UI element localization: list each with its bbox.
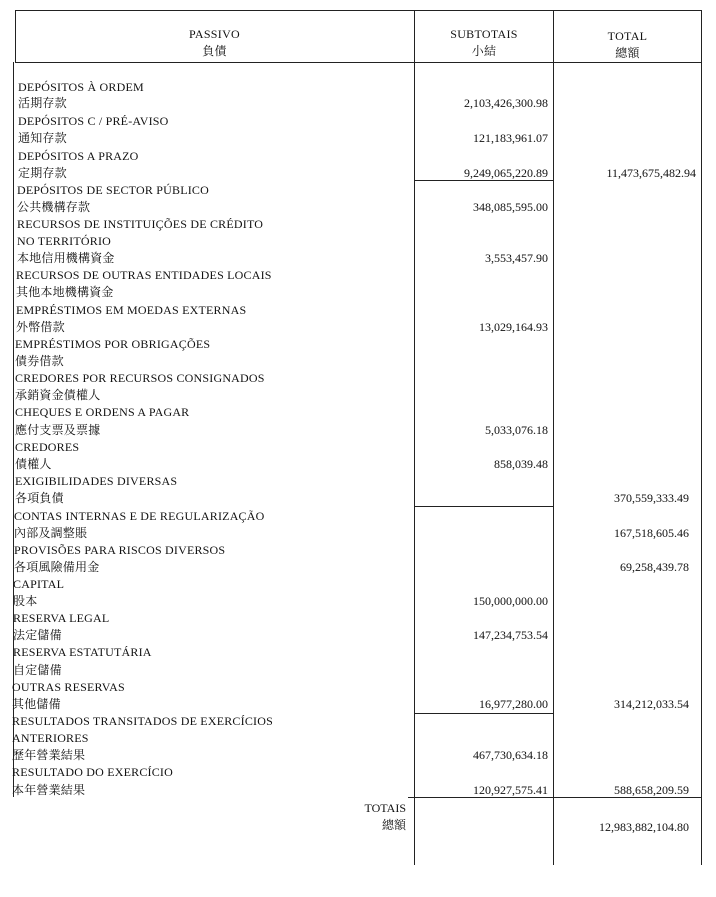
header-subtotais xyxy=(414,26,554,60)
row-subtotal: 467,730,634.18 xyxy=(473,748,548,762)
row-label: RECURSOS DE INSTITUIÇÕES DE CRÉDITO xyxy=(17,217,264,231)
header-bottom-border xyxy=(15,62,702,63)
row-label-zh: 其他本地機構資金 xyxy=(16,285,114,299)
row-label: EMPRÉSTIMOS EM MOEDAS EXTERNAS xyxy=(16,303,247,317)
row-label: CREDORES xyxy=(15,440,80,454)
header-total-label: TOTAL xyxy=(607,29,648,43)
row-label-zh: 各項負債 xyxy=(15,491,64,505)
header-passivo xyxy=(15,26,414,60)
header-passivo-label: PASSIVO xyxy=(188,27,240,41)
row-label: DEPÓSITOS DE SECTOR PÚBLICO xyxy=(17,183,209,197)
row-subtotal: 5,033,076.18 xyxy=(485,423,548,437)
row-label: CHEQUES E ORDENS A PAGAR xyxy=(15,405,190,419)
subtotal-section-rule xyxy=(414,180,554,181)
row-label-zh: 股本 xyxy=(13,594,38,608)
row-label-zh: 本地信用機構資金 xyxy=(17,251,115,265)
totals-rule xyxy=(408,797,702,798)
row-label-continued: NO TERRITÓRIO xyxy=(17,234,112,248)
table-top-border xyxy=(15,10,702,11)
row-subtotal: 3,553,457.90 xyxy=(485,251,548,265)
row-label: DEPÓSITOS A PRAZO xyxy=(18,149,139,163)
row-label: EMPRÉSTIMOS POR OBRIGAÇÕES xyxy=(15,337,211,351)
row-label-zh: 內部及調整賬 xyxy=(14,526,88,540)
table-right-border xyxy=(701,10,702,865)
row-label-zh: 歷年營業結果 xyxy=(12,748,86,762)
row-label: RECURSOS DE OUTRAS ENTIDADES LOCAIS xyxy=(16,268,272,282)
header-subtotais-label-zh: 小結 xyxy=(471,44,497,58)
row-total: 167,518,605.46 xyxy=(614,526,689,540)
row-subtotal: 2,103,426,300.98 xyxy=(464,96,548,110)
row-label: CONTAS INTERNAS E DE REGULARIZAÇÃO xyxy=(14,509,265,523)
row-label: CAPITAL xyxy=(13,577,65,591)
header-total xyxy=(554,28,701,62)
row-subtotal: 120,927,575.41 xyxy=(473,783,548,797)
header-total-label-zh: 總額 xyxy=(615,46,640,60)
row-subtotal: 348,085,595.00 xyxy=(473,200,548,214)
grand-total-value: 12,983,882,104.80 xyxy=(599,820,689,834)
row-label: EXIGIBILIDADES DIVERSAS xyxy=(15,474,178,488)
row-total: 314,212,033.54 xyxy=(614,697,689,711)
row-label: RESERVA ESTATUTÁRIA xyxy=(13,645,152,659)
row-label-zh: 定期存款 xyxy=(18,166,67,180)
row-label-zh: 通知存款 xyxy=(18,131,67,145)
row-subtotal: 858,039.48 xyxy=(494,457,548,471)
row-subtotal: 150,000,000.00 xyxy=(473,594,548,608)
subtotal-section-rule xyxy=(414,713,554,714)
row-subtotal: 121,183,961.07 xyxy=(473,131,548,145)
row-label-continued: ANTERIORES xyxy=(12,731,89,745)
row-label-zh: 本年營業結果 xyxy=(12,783,86,797)
header-passivo-label-zh: 負債 xyxy=(202,44,227,58)
row-label: CREDORES POR RECURSOS CONSIGNADOS xyxy=(15,371,265,385)
row-label: DEPÓSITOS À ORDEM xyxy=(18,80,144,94)
row-total: 69,258,439.78 xyxy=(620,560,689,574)
subtotal-left-rule xyxy=(414,10,415,865)
row-label: DEPÓSITOS C / PRÉ-AVISO xyxy=(18,114,169,128)
row-label-zh: 其他儲備 xyxy=(12,697,61,711)
row-label-zh: 債權人 xyxy=(15,457,52,471)
row-label-zh: 外幣借款 xyxy=(16,320,65,334)
row-label-zh: 債券借款 xyxy=(15,354,64,368)
row-label-zh: 承銷資金債權人 xyxy=(15,388,101,402)
row-label-zh: 應付支票及票據 xyxy=(15,423,101,437)
row-label: RESULTADO DO EXERCÍCIO xyxy=(12,765,173,779)
row-label: RESERVA LEGAL xyxy=(13,611,110,625)
row-label-zh: 活期存款 xyxy=(18,96,67,110)
row-subtotal: 9,249,065,220.89 xyxy=(464,166,548,180)
row-subtotal: 16,977,280.00 xyxy=(479,697,548,711)
row-total: 11,473,675,482.94 xyxy=(606,166,696,180)
row-label-zh: 公共機構存款 xyxy=(17,200,91,214)
row-subtotal: 13,029,164.93 xyxy=(479,320,548,334)
row-label-zh: 各項風險備用金 xyxy=(14,560,100,574)
row-label: PROVISÕES PARA RISCOS DIVERSOS xyxy=(14,543,226,557)
row-subtotal: 147,234,753.54 xyxy=(473,628,548,642)
totals-label-zh: 總額 xyxy=(381,818,406,832)
row-label: OUTRAS RESERVAS xyxy=(12,680,125,694)
row-total: 588,658,209.59 xyxy=(614,783,689,797)
subtotal-section-rule xyxy=(414,506,554,507)
totals-label-pt: TOTAIS xyxy=(364,801,406,815)
row-label-zh: 自定儲備 xyxy=(13,663,62,677)
row-label: RESULTADOS TRANSITADOS DE EXERCÍCIOS xyxy=(12,714,273,728)
totals-label xyxy=(365,800,406,834)
row-label-zh: 法定儲備 xyxy=(13,628,62,642)
subtotal-right-rule xyxy=(553,10,554,865)
row-total: 370,559,333.49 xyxy=(614,491,689,505)
header-subtotais-label: SUBTOTAIS xyxy=(450,27,518,41)
